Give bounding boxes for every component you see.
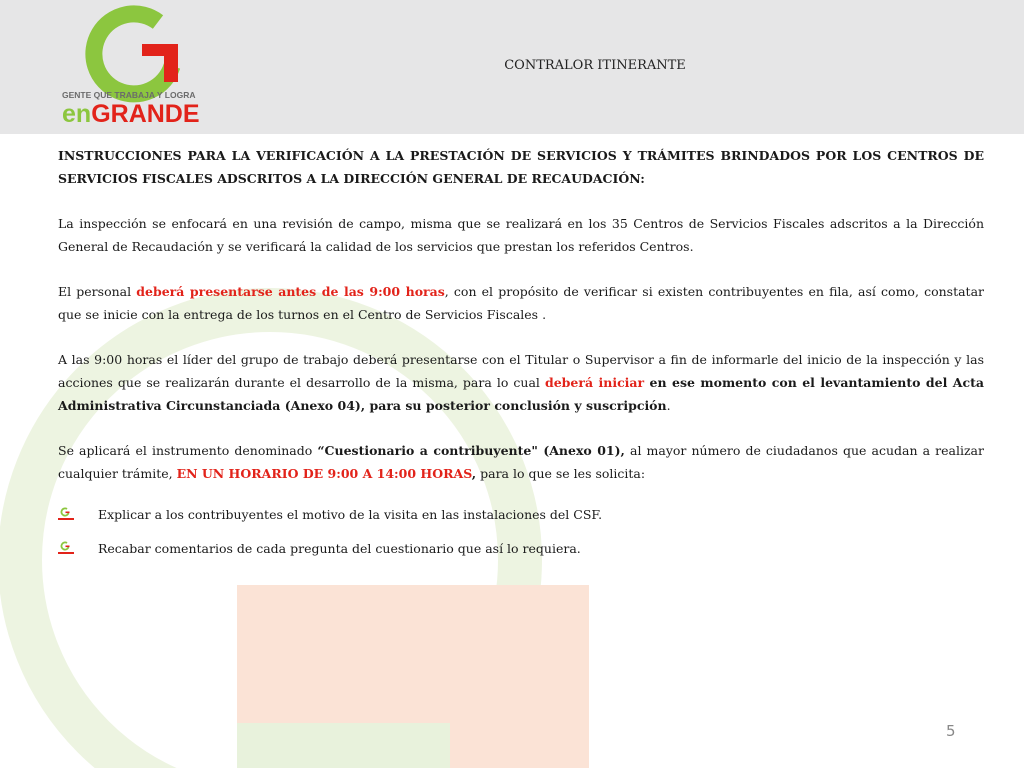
g-logo-bullet-icon (58, 541, 74, 555)
list-item (58, 537, 984, 571)
paragraph-4 (58, 439, 984, 485)
p3-bold-text: en ese momento con el levantamiento del Acta Administrativa Circunstanciada (Anexo 04), para su posterior conclusión y suscripción (58, 375, 984, 413)
p2-red-emphasis: deberá presentarse antes de las 9:00 horas (136, 284, 445, 299)
g-logo-icon (60, 4, 212, 126)
p3-text-before: A las 9:00 horas el líder del grupo de trabajo deberá presentarse con el Titular o Supervisor a fin de informarle del inicio de la inspección y las acciones que se realizarán durante el desarrollo de la misma, para lo cual (58, 352, 984, 390)
document-body (58, 144, 984, 571)
paragraph-3 (58, 348, 984, 417)
svg-text:enGRANDE (62, 100, 200, 126)
p3-text-after: . (666, 398, 671, 413)
paragraph-2 (58, 280, 984, 326)
list-item (58, 503, 984, 537)
g-logo-bullet-icon (58, 507, 74, 521)
bullet-text: Explicar a los contribuyentes el motivo de la visita en las instalaciones del CSF. (98, 507, 603, 522)
logo-tagline: GENTE QUE TRABAJA Y LOGRA (62, 90, 196, 100)
p4-text-before: Se aplicará el instrumento denominado (58, 443, 318, 458)
header-title: CONTRALOR ITINERANTE (504, 58, 686, 73)
bg-peach-block (450, 723, 589, 768)
p4-text-after: para lo que se les solicita: (476, 466, 646, 481)
instructions-heading: INSTRUCCIONES PARA LA VERIFICACIÓN A LA PRESTACIÓN DE SERVICIOS Y TRÁMITES BRINDADOS POR LOS CENTROS DE SERVICIOS FISCALES ADSCRITOS A LA DIRECCIÓN GENERAL DE RECAUDACIÓN: (58, 148, 984, 186)
bullet-text: Recabar comentarios de cada pregunta del cuestionario que así lo requiera. (98, 541, 581, 556)
logo-brand-grande: GRANDE (91, 100, 200, 126)
bg-peach-panel (237, 585, 589, 723)
p4-bold-comma: , (471, 466, 477, 481)
bullet-list (58, 503, 984, 571)
page-number: 5 (946, 722, 956, 740)
p4-text-middle: al mayor número de ciudadanos que acudan a realizar cualquier trámite, (58, 443, 984, 481)
p3-red-emphasis: deberá iniciar (544, 375, 645, 390)
bg-green-block (237, 723, 450, 768)
logo-brand-en: en (62, 100, 92, 126)
p2-text-after: , con el propósito de verificar si existen contribuyentes en fila, así como, constatar que se inicie con la entrega de los turnos en el Centro de Servicios Fiscales . (58, 284, 985, 322)
paragraph-1: La inspección se enfocará en una revisión de campo, misma que se realizará en los 35 Centros de Servicios Fiscales adscritos a la Dirección General de Recaudación y se verificará la calidad de los servicios que prestan los referidos Centros. (58, 216, 984, 254)
p4-red-emphasis: EN UN HORARIO DE 9:00 A 14:00 HORAS (176, 466, 472, 481)
p4-bold-text: “Cuestionario a contribuyente" (Anexo 01), (317, 443, 625, 458)
p2-text-before: El personal (58, 284, 137, 299)
